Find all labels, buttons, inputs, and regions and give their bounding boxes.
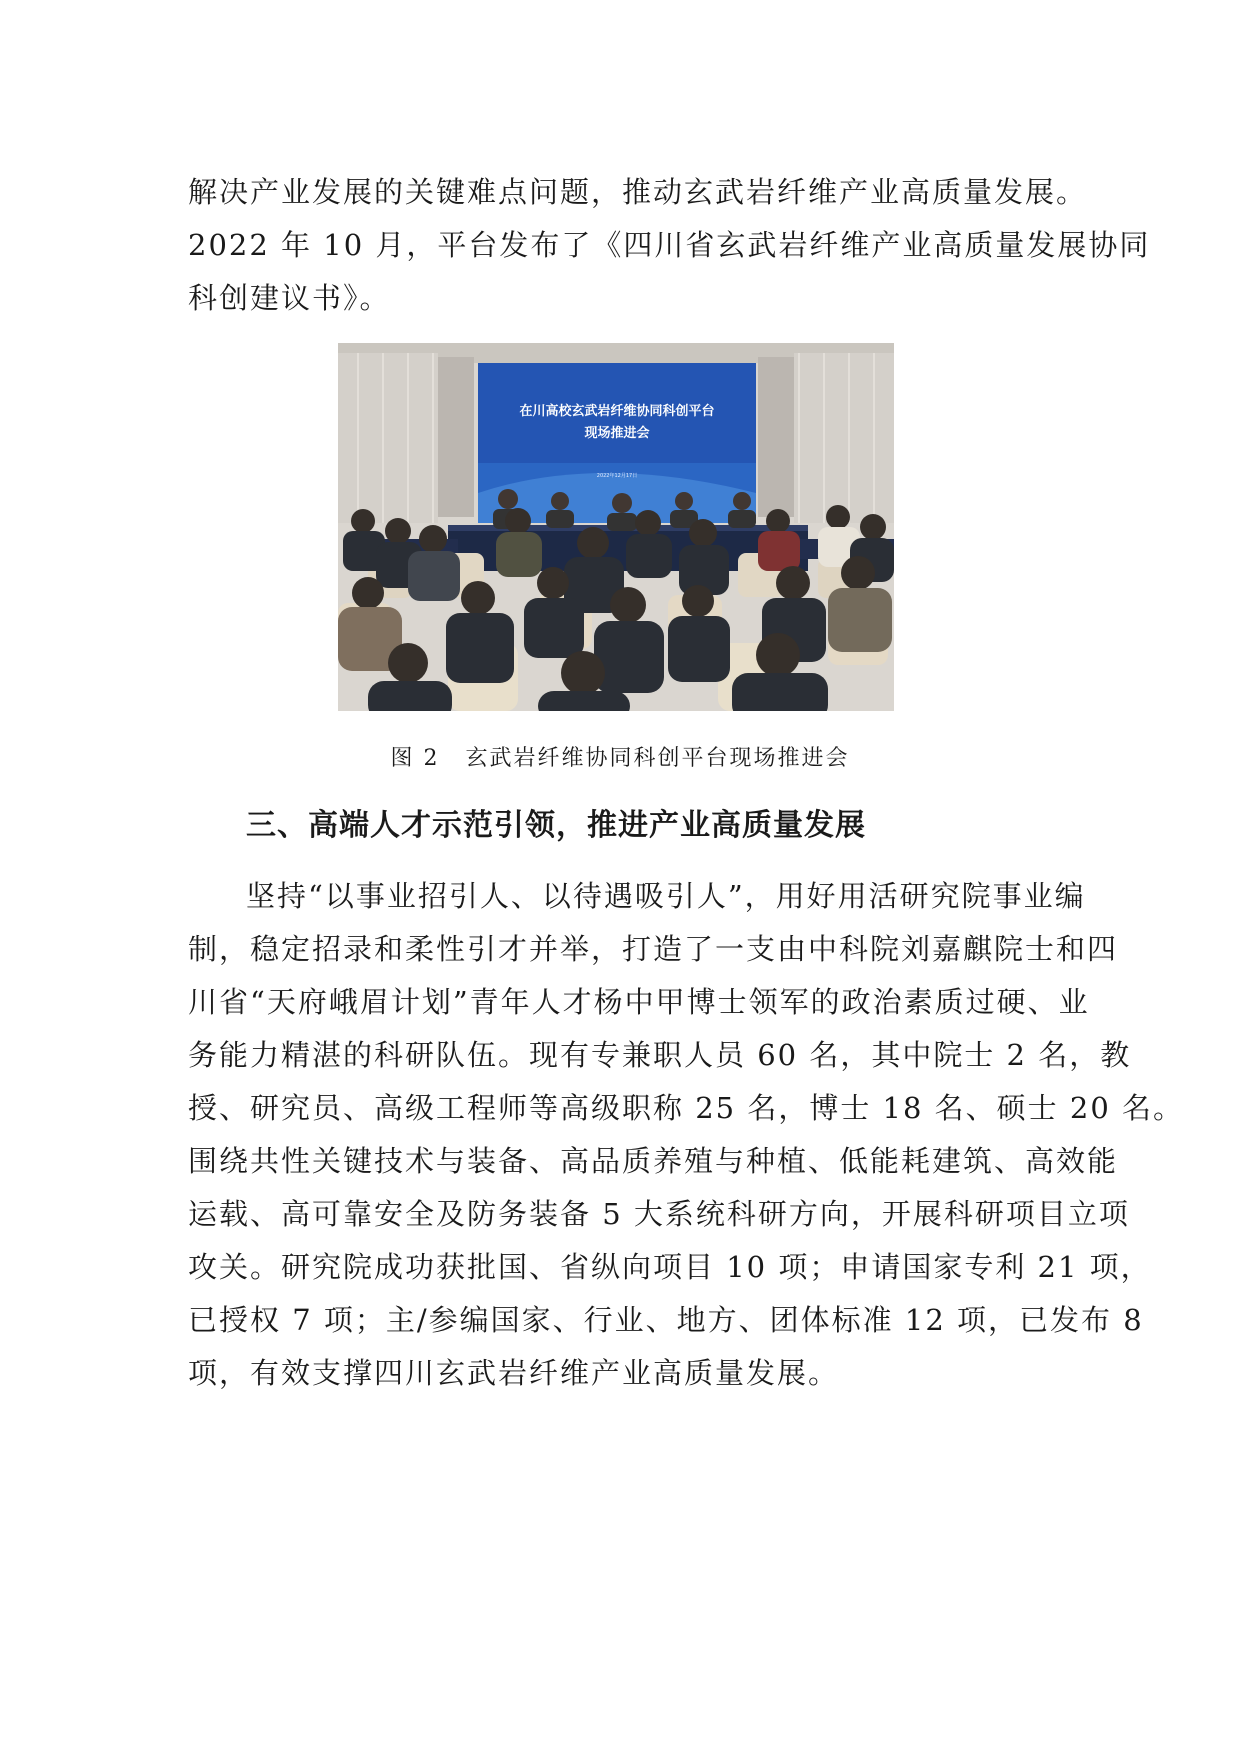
paragraph-line: 围绕共性关键技术与装备、高品质养殖与种植、低能耗建筑、高效能 <box>188 1144 1119 1178</box>
meeting-photo <box>338 343 894 711</box>
paragraph-line: 制，稳定招录和柔性引才并举，打造了一支由中科院刘嘉麒院士和四 <box>188 932 1119 966</box>
figure-caption <box>0 741 1240 772</box>
paragraph-line: 已授权 7 项；主/参编国家、行业、地方、团体标准 12 项，已发布 8 <box>188 1303 1144 1337</box>
paragraph-line: 科创建议书》。 <box>188 281 391 315</box>
paragraph-line: 川省“天府峨眉计划”青年人才杨中甲博士领军的政治素质过硬、业 <box>188 985 1090 1019</box>
caption-label: 图 2 <box>390 746 440 771</box>
paragraph-line: 坚持“以事业招引人、以待遇吸引人”，用好用活研究院事业编 <box>246 879 1086 913</box>
screen-date: 2022年12月17日 <box>596 473 638 479</box>
paragraph-line: 项，有效支撑四川玄武岩纤维产业高质量发展。 <box>188 1356 840 1390</box>
screen-title-line-2: 现场推进会 <box>584 426 650 441</box>
paragraph-line: 解决产业发展的关键难点问题，推动玄武岩纤维产业高质量发展。 <box>188 175 1088 209</box>
screen-title-line-1: 在川高校玄武岩纤维协同科创平台 <box>519 404 715 419</box>
paragraph-line: 运载、高可靠安全及防务装备 5 大系统科研方向，开展科研项目立项 <box>188 1197 1130 1231</box>
intro-paragraph <box>188 166 1151 325</box>
paragraph-line: 攻关。研究院成功获批国、省纵向项目 10 项；申请国家专利 21 项， <box>188 1250 1152 1284</box>
caption-text: 玄武岩纤维协同科创平台现场推进会 <box>465 746 850 771</box>
paragraph-line: 2022 年 10 月，平台发布了《四川省玄武岩纤维产业高质量发展协同 <box>188 228 1151 262</box>
paragraph-line: 务能力精湛的科研队伍。现有专兼职人员 60 名，其中院士 2 名，教 <box>188 1038 1132 1072</box>
paragraph-line: 授、研究员、高级工程师等高级职称 25 名，博士 18 名、硕士 20 名。 <box>188 1091 1185 1125</box>
body-paragraph <box>188 870 1185 1400</box>
section-heading: 三、高端人才示范引领，推进产业高质量发展 <box>246 808 866 843</box>
